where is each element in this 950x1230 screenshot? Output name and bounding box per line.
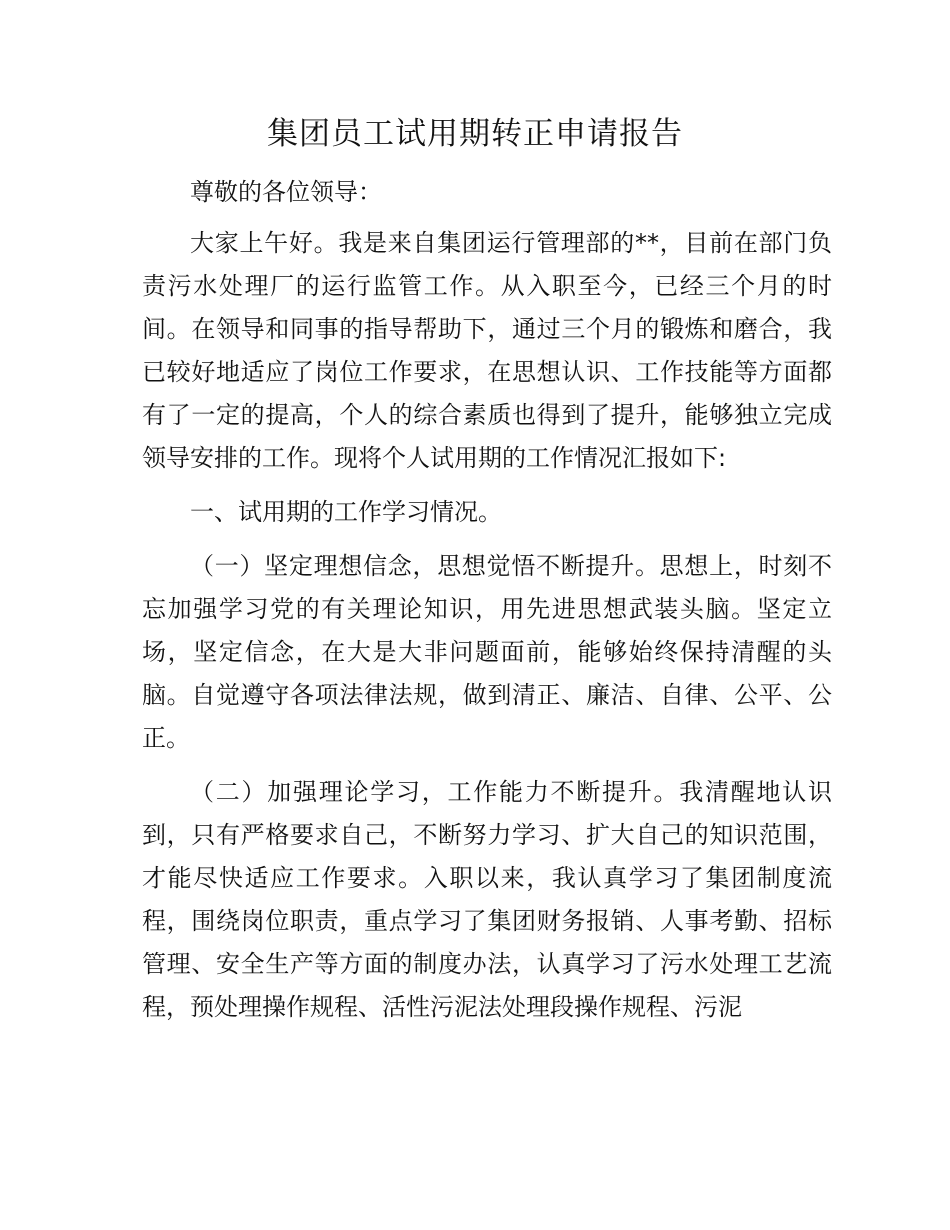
document-body	[142, 222, 832, 1040]
paragraph-intro: 大家上午好。我是来自集团运行管理部的**，目前在部门负责污水处理厂的运行监管工作。从入职至今，已经三个月的时间。在领导和同事的指导帮助下，通过三个月的锻炼和磨合，我已较好地适应了岗位工作要求，在思想认识、工作技能等方面都有了一定的提高，个人的综合素质也得到了提升，能够独立完成领导安排的工作。现将个人试用期的工作情况汇报如下:	[142, 229, 832, 472]
paragraph-point-2: （二）加强理论学习，工作能力不断提升。我清醒地认识到，只有严格要求自己，不断努力学习、扩大自己的知识范围，才能尽快适应工作要求。入职以来，我认真学习了集团制度流程，围绕岗位职责，重点学习了集团财务报销、人事考勤、招标管理、安全生产等方面的制度办法，认真学习了污水处理工艺流程，预处理操作规程、活性污泥法处理段操作规程、污泥	[142, 778, 832, 1021]
document-title: 集团员工试用期转正申请报告	[267, 116, 683, 152]
salutation: 尊敬的各位领导：	[190, 178, 382, 206]
section-heading-1: 一、试用期的工作学习情况。	[190, 498, 502, 526]
paragraph-point-1: （一）坚定理想信念，思想觉悟不断提升。思想上，时刻不忘加强学习党的有关理论知识，用先进思想武装头脑。坚定立场，坚定信念，在大是大非问题面前，能够始终保持清醒的头脑。自觉遵守各项法律法规，做到清正、廉洁、自律、公平、公正。	[142, 552, 832, 752]
